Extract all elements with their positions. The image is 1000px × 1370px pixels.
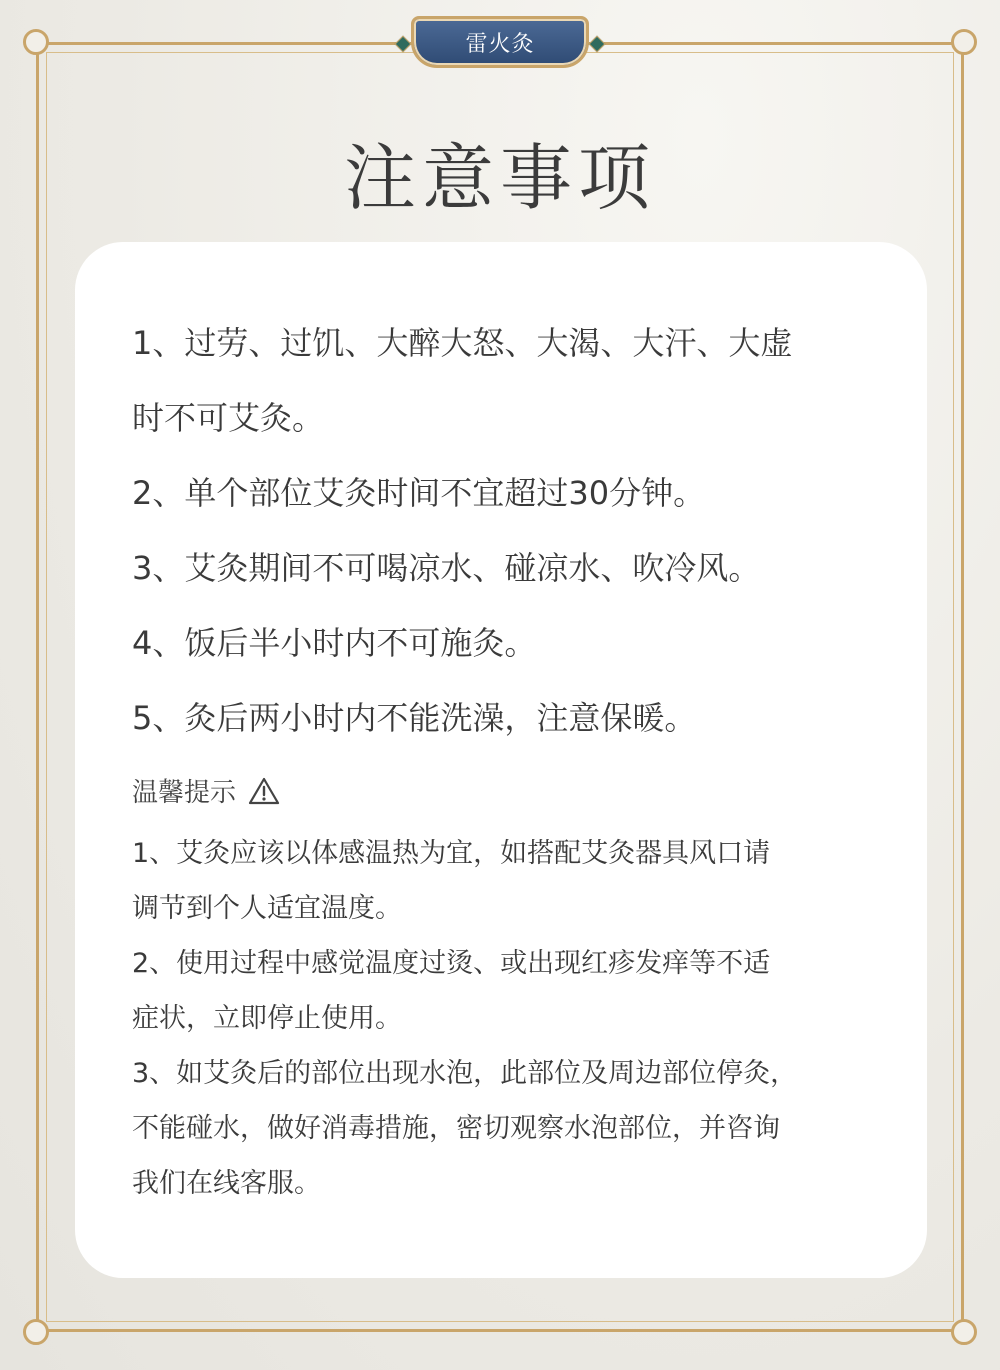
rule-line: 时不可艾灸。: [132, 399, 325, 437]
badge-label: 雷火灸: [411, 16, 589, 68]
rule-line: 1、过劳、过饥、大醉大怒、大渴、大汗、大虚: [132, 324, 793, 362]
tips-heading-label: 温馨提示: [132, 778, 237, 808]
tip-line: 症状，立即停止使用。: [132, 1003, 402, 1034]
badge-gem-icon: [589, 36, 606, 53]
tip-line: 不能碰水，做好消毒措施，密切观察水泡部位，并咨询: [132, 1113, 780, 1144]
tip-line: 2、使用过程中感觉温度过烫、或出现红疹发痒等不适: [132, 948, 771, 979]
tip-line: 调节到个人适宜温度。: [132, 893, 402, 924]
corner-ornament: [23, 1319, 49, 1345]
rule-line: 5、灸后两小时内不能洗澡，注意保暖。: [132, 699, 697, 737]
page-title: 注意事项: [343, 136, 656, 220]
rule-line: 3、艾灸期间不可喝凉水、碰凉水、吹冷风。: [132, 549, 761, 587]
corner-ornament: [951, 1319, 977, 1345]
badge-gem-icon: [395, 36, 412, 53]
rules-list: [132, 306, 892, 756]
warning-icon: [248, 776, 280, 806]
tip-line: 3、如艾灸后的部位出现水泡，此部位及周边部位停灸，: [132, 1058, 798, 1089]
corner-ornament: [951, 29, 977, 55]
tip-line: 我们在线客服。: [132, 1168, 321, 1199]
rule-line: 4、饭后半小时内不可施灸。: [132, 624, 537, 662]
tip-line: 1、艾灸应该以体感温热为宜，如搭配艾灸器具风口请: [132, 838, 771, 869]
rule-line: 2、单个部位艾灸时间不宜超过30分钟。: [132, 474, 706, 512]
tips-heading: [132, 772, 280, 809]
product-badge: [395, 14, 605, 72]
tips-list: [132, 826, 892, 1211]
corner-ornament: [23, 29, 49, 55]
